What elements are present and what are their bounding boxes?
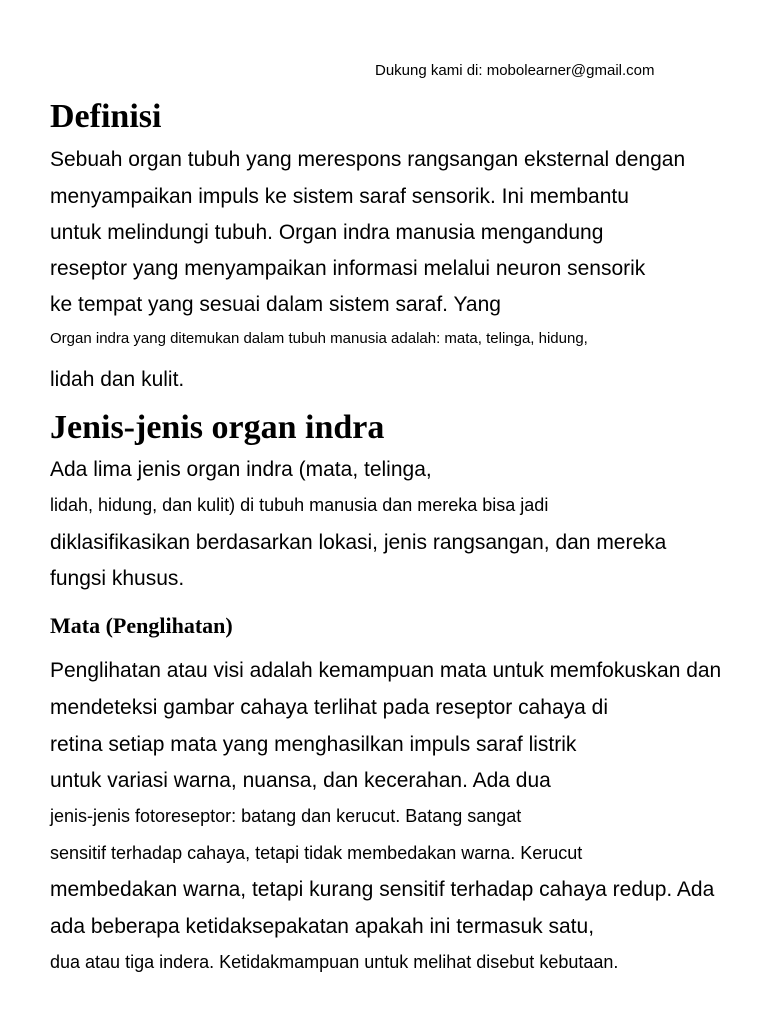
jenis-heading: Jenis-jenis organ indra [50,409,385,446]
mata-line: membedakan warna, tetapi kurang sensitif terhadap cahaya redup. Ada [50,878,715,901]
mata-line: sensitif terhadap cahaya, tetapi tidak membedakan warna. Kerucut [50,843,583,863]
mata-line: dua atau tiga indera. Ketidakmampuan untuk melihat disebut kebutaan. [50,952,619,972]
mata-line: ada beberapa ketidaksepakatan apakah ini termasuk satu, [50,915,595,938]
jenis-line: Ada lima jenis organ indra (mata, telinga, [50,458,432,481]
jenis-line: diklasifikasikan berdasarkan lokasi, jenis rangsangan, dan mereka [50,531,667,554]
mata-line: jenis-jenis fotoreseptor: batang dan kerucut. Batang sangat [50,806,522,826]
definisi-heading: Definisi [50,98,162,135]
jenis-line: fungsi khusus. [50,567,185,590]
definisi-line: Organ indra yang ditemukan dalam tubuh manusia adalah: mata, telinga, hidung, [50,330,588,347]
definisi-line: ke tempat yang sesuai dalam sistem saraf. Yang [50,293,501,316]
mata-line: Penglihatan atau visi adalah kemampuan mata untuk memfokuskan dan [50,659,722,682]
mata-line: mendeteksi gambar cahaya terlihat pada reseptor cahaya di [50,696,608,719]
mata-heading: Mata (Penglihatan) [50,613,233,638]
definisi-line: menyampaikan impuls ke sistem saraf sensorik. Ini membantu [50,185,629,208]
contact-line: Dukung kami di: mobolearner@gmail.com [375,62,655,79]
definisi-line: reseptor yang menyampaikan informasi melalui neuron sensorik [50,257,646,280]
jenis-line: lidah, hidung, dan kulit) di tubuh manusia dan mereka bisa jadi [50,495,549,515]
definisi-line: lidah dan kulit. [50,368,185,391]
mata-line: retina setiap mata yang menghasilkan impuls saraf listrik [50,733,577,756]
definisi-line: Sebuah organ tubuh yang merespons rangsangan eksternal dengan [50,148,686,171]
definisi-line: untuk melindungi tubuh. Organ indra manusia mengandung [50,221,604,244]
mata-line: untuk variasi warna, nuansa, dan kecerahan. Ada dua [50,769,551,792]
